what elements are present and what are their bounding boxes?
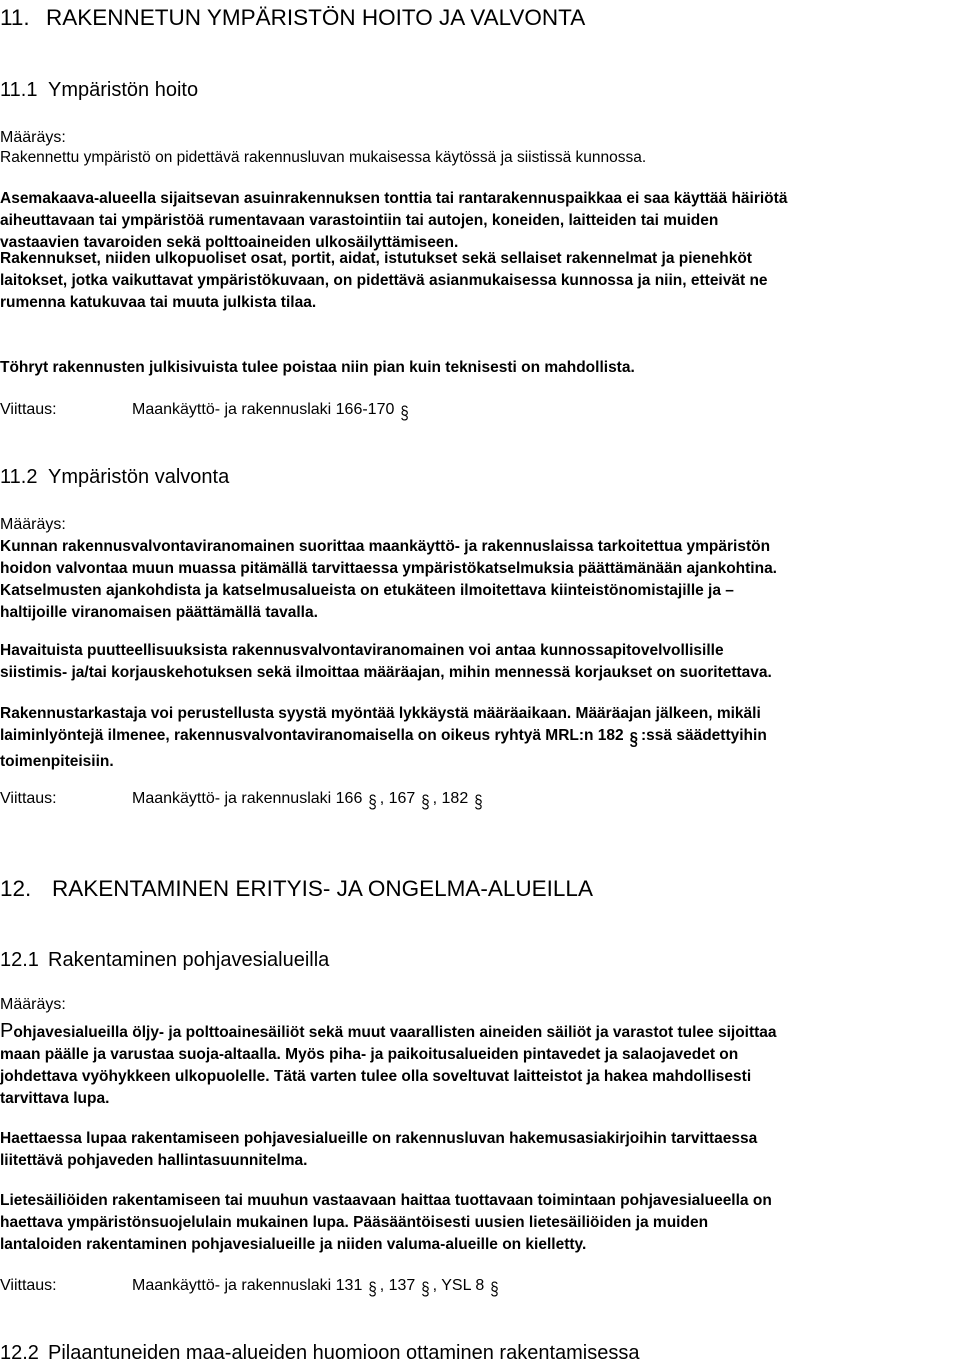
paragraph-line: Rakennustarkastaja voi perustellusta syystä myöntää lykkäystä määräaikaan. Määräajan jälkeen, mikäli <box>0 705 761 722</box>
paragraph-line: Rakennukset, niiden ulkopuoliset osat, portit, aidat, istutukset sekä sellaiset rakennelmat ja pienehköt <box>0 250 752 267</box>
reference-text: , YSL 8 <box>432 1277 485 1294</box>
regulation-label: Määräys: <box>0 996 66 1013</box>
paragraph-line: haettava ympäristönsuojelulain mukainen lupa. Pääsääntöisesti uusien lietesäiliöiden ja muiden <box>0 1214 709 1231</box>
regulation-label: Määräys: <box>0 516 66 533</box>
paragraph-line: Lietesäiliöiden rakentamiseen tai muuhun vastaavaan haittaa tuottavaan toimintaan pohjavesialueella on <box>0 1192 772 1209</box>
section-heading-11-1 <box>0 78 958 102</box>
section-heading-11-2 <box>0 465 958 489</box>
section-sign: § <box>421 791 430 813</box>
reference-text: Maankäyttö- ja rakennuslaki 166-170 <box>132 401 395 418</box>
paragraph <box>0 703 958 773</box>
regulation-label: Määräys: <box>0 129 66 146</box>
reference-text: , 137 <box>379 1277 416 1294</box>
section-sign: § <box>368 1278 377 1300</box>
section-number: 12.2 <box>0 1342 39 1364</box>
section-number: 11.1 <box>0 79 38 101</box>
reference-text: , 167 <box>379 790 416 807</box>
section-number: 12.1 <box>0 949 39 971</box>
paragraph-line: Asemakaava-alueella sijaitsevan asuinrakennuksen tonttia tai rantarakennuspaikkaa ei saa käyttää häiriötä <box>0 190 788 207</box>
paragraph-line: johdettava vyöhykkeen ulkopuolelle. Tätä varten tulee olla soveltuvat laitteistot ja hakea mahdollisesti <box>0 1068 752 1085</box>
section-sign: § <box>474 791 483 813</box>
paragraph-line: haltijoille viranomaisen päättämällä tavalla. <box>0 604 318 621</box>
paragraph-line: siistimis- ja/tai korjauskehotuksen sekä ilmoittaa määräajan, mihin mennessä korjaukset on suoritettava. <box>0 664 772 681</box>
reference-label: Viittaus: <box>0 790 57 807</box>
section-title: Ympäristön hoito <box>48 79 199 101</box>
section-sign: § <box>400 402 409 424</box>
paragraph <box>0 248 958 314</box>
section-sign: § <box>421 1278 430 1300</box>
chapter-heading-12 <box>0 876 958 902</box>
paragraph-line: lantaloiden rakentaminen pohjavesialueille ja niiden valuma-alueille on kielletty. <box>0 1236 587 1253</box>
reference-text: Maankäyttö- ja rakennuslaki 131 <box>132 1277 363 1294</box>
paragraph-line <box>0 1020 958 1044</box>
paragraph-line: Havaituista puutteellisuuksista rakennusvalvontaviranomainen voi antaa kunnossapitovelvollisille <box>0 642 724 659</box>
chapter-heading-11 <box>0 5 958 31</box>
paragraph <box>0 1190 958 1256</box>
paragraph: Töhryt rakennusten julkisivuista tulee poistaa niin pian kuin teknisesti on mahdollista. <box>0 359 635 376</box>
paragraph-line: vastaavien tavaroiden sekä polttoaineiden ulkosäilyttämiseen. <box>0 234 459 251</box>
initial-letter: P <box>0 1020 14 1042</box>
paragraph-line: rumenna katukuvaa tai muuta julkista tilaa. <box>0 294 317 311</box>
reference <box>0 399 958 425</box>
paragraph-text: :ssä säädettyihin <box>641 727 767 744</box>
reference-label: Viittaus: <box>0 1277 57 1294</box>
section-title: Ympäristön valvonta <box>48 466 230 488</box>
chapter-number: 12. <box>0 876 32 901</box>
paragraph <box>0 536 958 624</box>
paragraph-text: ohjavesialueilla öljy- ja polttoainesäiliöt sekä muut vaarallisten aineiden säiliöt ja varastot tulee sijoittaa <box>13 1024 777 1041</box>
reference-text: Maankäyttö- ja rakennuslaki 166 <box>132 790 363 807</box>
section-heading-12-2 <box>0 1341 958 1365</box>
reference <box>0 1275 958 1301</box>
reference-text: , 182 <box>432 790 469 807</box>
paragraph-line: Haettaessa lupaa rakentamiseen pohjavesialueille on rakennusluvan hakemusasiakirjoihin tarvittaessa <box>0 1130 758 1147</box>
paragraph-text: laiminlyöntejä ilmenee, rakennusvalvontaviranomaisella on oikeus ryhtyä MRL:n 182 <box>0 727 624 744</box>
paragraph <box>0 188 958 254</box>
reference <box>0 788 958 814</box>
paragraph-line: toimenpiteisiin. <box>0 753 114 770</box>
paragraph <box>0 640 958 684</box>
chapter-title: RAKENNETUN YMPÄRISTÖN HOITO JA VALVONTA <box>46 5 586 30</box>
paragraph-line: Katselmusten ajankohdista ja katselmusalueista on etukäteen ilmoitettava kiinteistönomistajille ja – <box>0 582 734 599</box>
chapter-title: RAKENTAMINEN ERITYIS- JA ONGELMA-ALUEILLA <box>52 876 593 901</box>
paragraph <box>0 1128 958 1172</box>
paragraph-line: Kunnan rakennusvalvontaviranomainen suorittaa maankäyttö- ja rakennuslaissa tarkoitettua ympäristön <box>0 538 771 555</box>
section-number: 11.2 <box>0 466 38 488</box>
section-heading-12-1 <box>0 948 958 972</box>
section-title: Pilaantuneiden maa-alueiden huomioon ottaminen rakentamisessa <box>48 1342 640 1364</box>
section-sign: § <box>368 791 377 813</box>
paragraph: Rakennettu ympäristö on pidettävä rakennusluvan mukaisessa käytössä ja siistissä kunnossa. <box>0 149 647 166</box>
paragraph-line: laitokset, jotka vaikuttavat ympäristökuvaan, on pidettävä asianmukaisessa kunnossa ja niin, etteivät ne <box>0 272 768 289</box>
paragraph <box>0 1020 958 1110</box>
paragraph-line: hoidon valvontaa muun muassa pitämällä tarvittaessa ympäristökatselmuksia päättämänään ajankohtina. <box>0 560 777 577</box>
paragraph-line: tarvittava lupa. <box>0 1090 110 1107</box>
section-sign: § <box>490 1278 499 1300</box>
paragraph-line <box>0 725 958 751</box>
paragraph-line: maan päälle ja varustaa suoja-altaalla. Myös piha- ja paikoitusalueiden pintavedet ja salaojavedet on <box>0 1046 739 1063</box>
chapter-number: 11. <box>0 5 30 30</box>
section-sign: § <box>629 728 639 750</box>
paragraph-line: liitettävä pohjaveden hallintasuunnitelma. <box>0 1152 308 1169</box>
paragraph-line: aiheuttavaan tai ympäristöä rumentavaan varastointiin tai autojen, koneiden, laitteiden tai muiden <box>0 212 719 229</box>
reference-label: Viittaus: <box>0 401 57 418</box>
section-title: Rakentaminen pohjavesialueilla <box>48 949 330 971</box>
